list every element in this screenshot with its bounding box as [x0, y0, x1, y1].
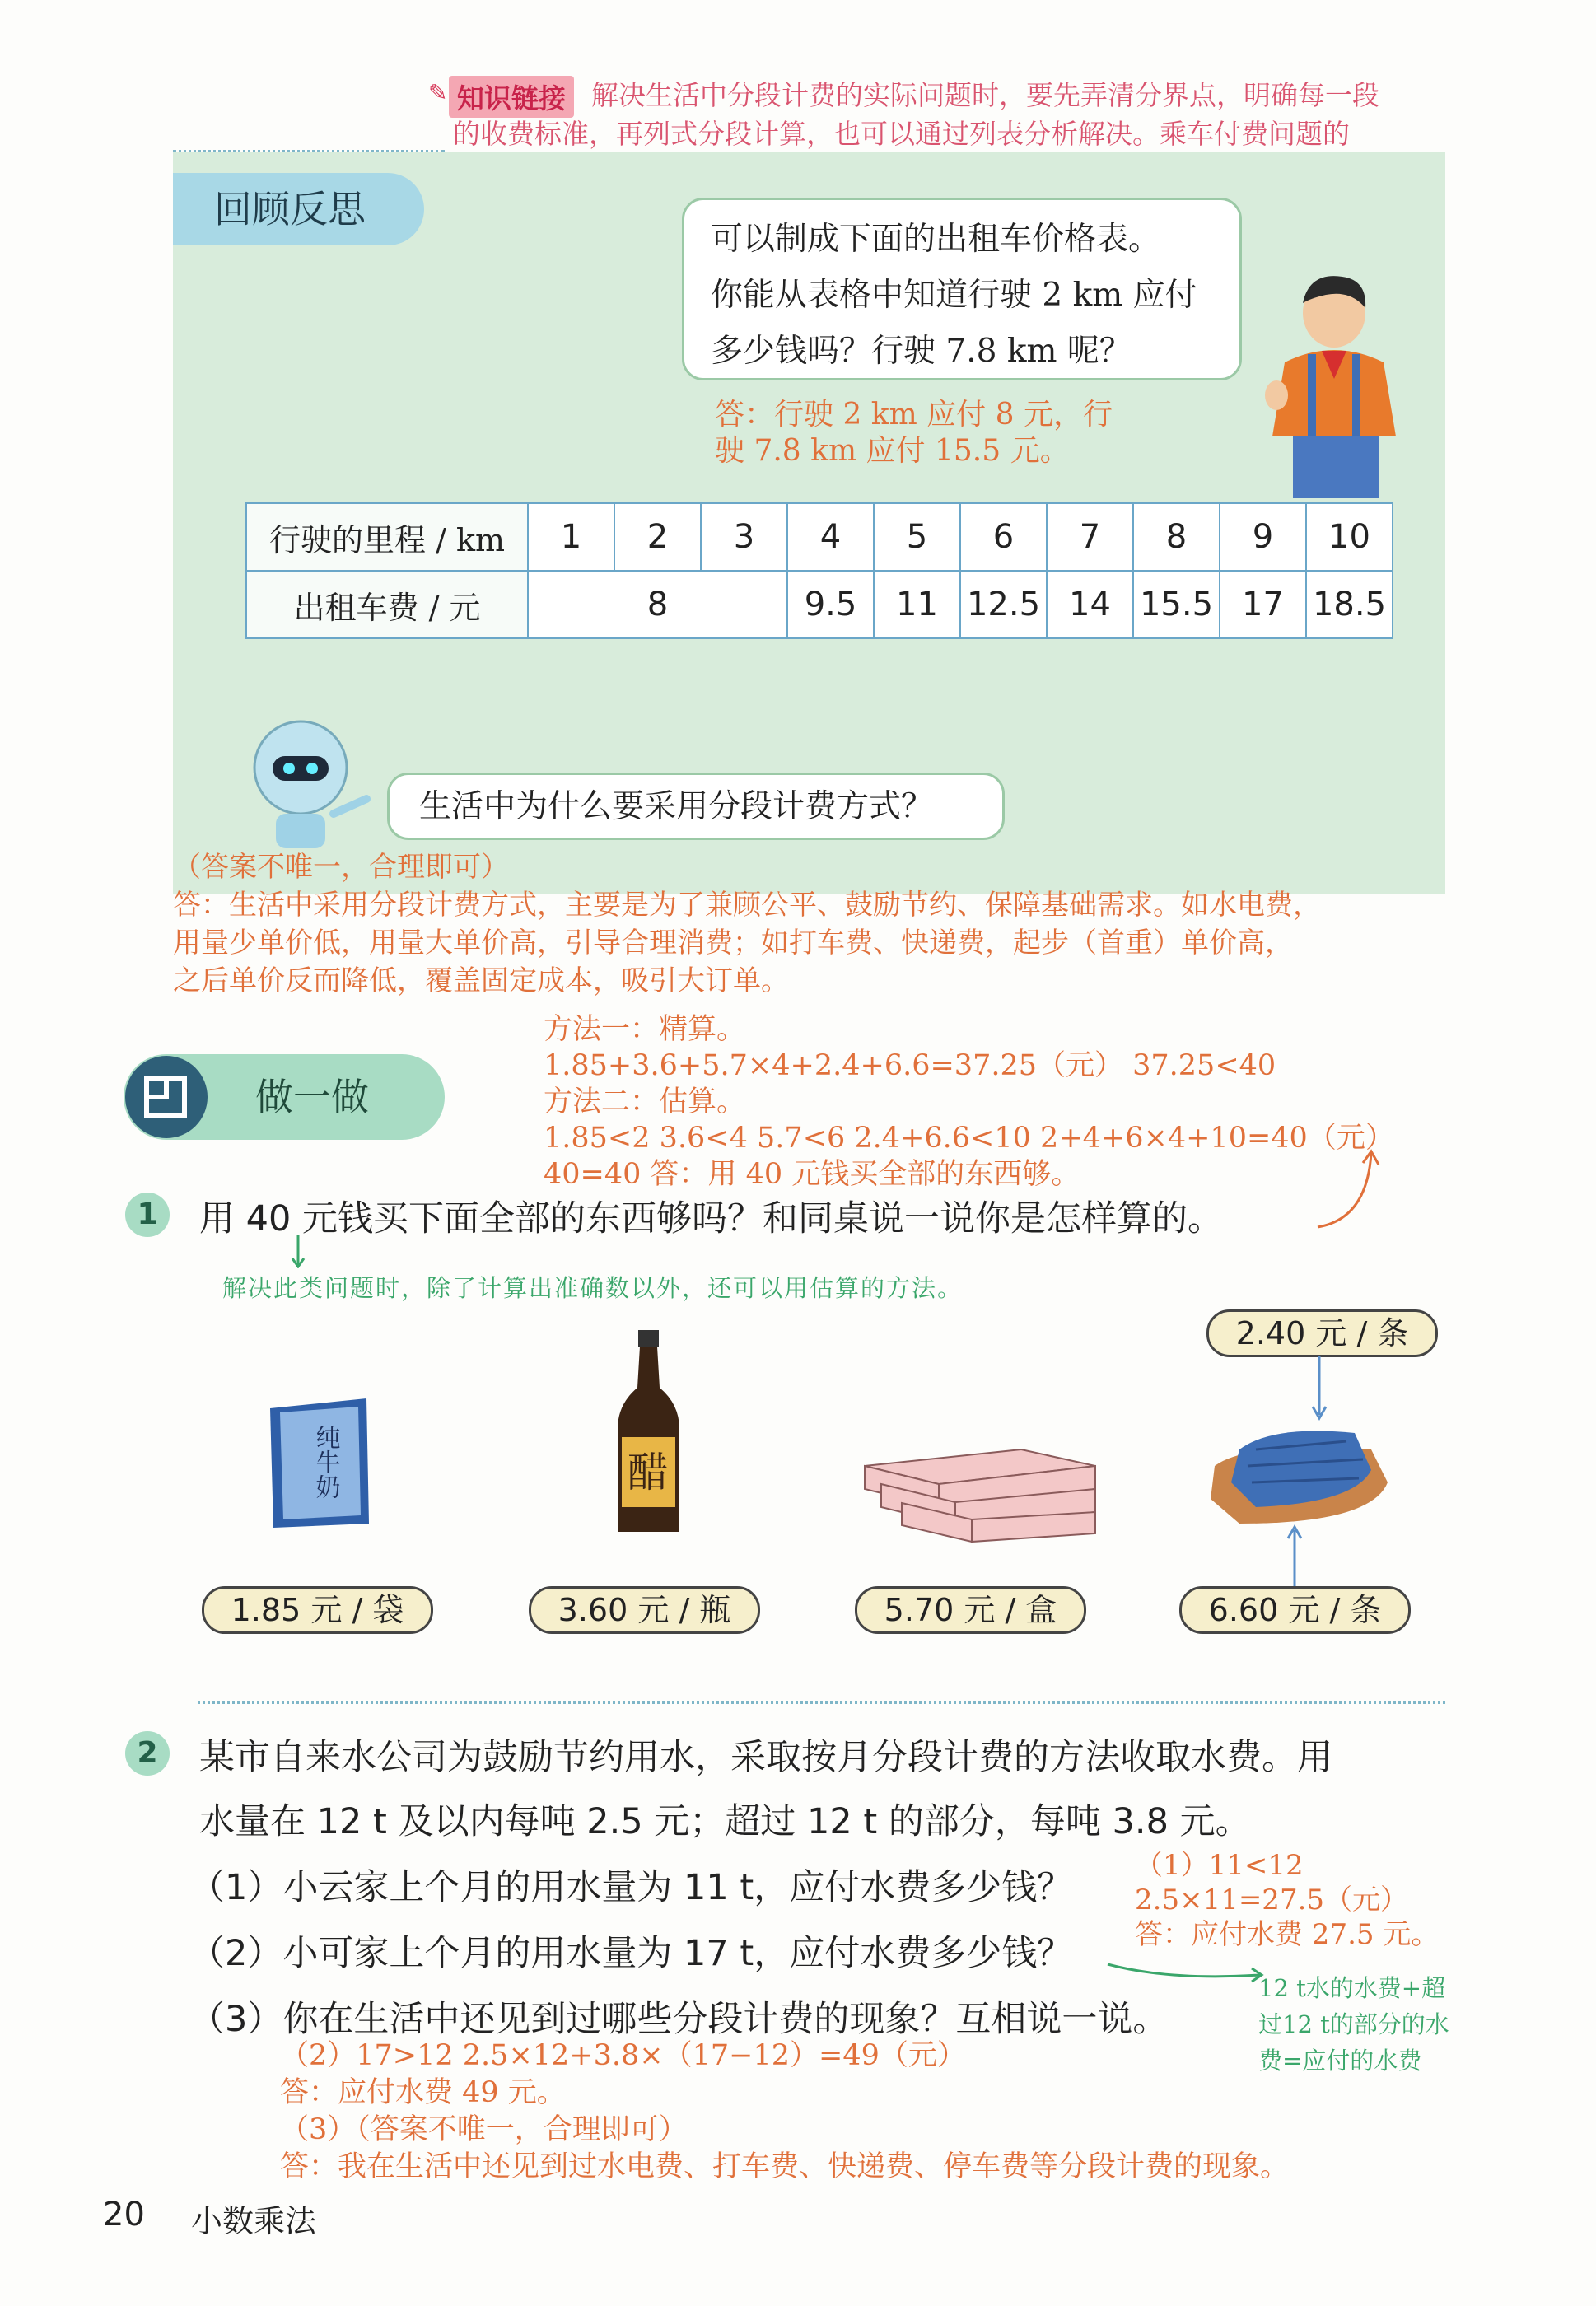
chapter-name: 小数乘法 [191, 2203, 317, 2239]
answer-line: （2）17>12 2.5×12+3.8×（17−12）=49（元） [280, 2039, 966, 2072]
answer-line: 答：我在生活中还见到过水电费、打车费、快递费、停车费等分段计费的现象。 [280, 2150, 1290, 2183]
answer-line: 答：生活中采用分段计费方式，主要是为了兼顾公平、鼓励节约、保障基础需求。如水电费， [173, 889, 1321, 922]
down-arrow-icon [290, 1235, 306, 1268]
arrow-icon [1309, 1356, 1329, 1421]
table-cell: 18.5 [1306, 571, 1393, 638]
milk-bag-icon [264, 1392, 375, 1532]
price-tag-vinegar: 3.60 元 / 瓶 [529, 1586, 760, 1634]
note-line: 过12 t的部分的水 [1258, 2010, 1449, 2038]
question-number: 2 [125, 1731, 170, 1776]
divider [198, 1701, 1445, 1704]
row-label-distance: 行驶的里程 / km [246, 503, 528, 571]
method-line: 方法二：估算。 [544, 1085, 746, 1118]
row-label-fare: 出租车费 / 元 [246, 571, 528, 638]
bubble-line: 你能从表格中知道行驶 2 km 应付 [711, 277, 1197, 314]
price-tag-milk: 1.85 元 / 袋 [202, 1586, 433, 1634]
table-cell: 12.5 [960, 571, 1047, 638]
table-cell: 1 [528, 503, 614, 571]
table-cell: 15.5 [1133, 571, 1220, 638]
speech-bubble [682, 198, 1242, 380]
answer-line: 2.5×11=27.5（元） [1135, 1884, 1409, 1916]
table-cell: 14 [1047, 571, 1133, 638]
method-line: 1.85<2 3.6<4 5.7<6 2.4+6.6<10 2+4+6×4+10=40（元） [544, 1122, 1394, 1155]
answer-line: （1）11<12 [1135, 1849, 1304, 1882]
table-row [246, 503, 1393, 571]
answer-line: （3）（答案不唯一，合理即可） [280, 2113, 688, 2146]
bubble-line: 多少钱吗？行驶 7.8 km 呢？ [711, 333, 1132, 370]
boxes-icon [856, 1433, 1104, 1548]
subquestion-3: （3）你在生活中还见到过哪些分段计费的现象？互相说一说。 [189, 1999, 1169, 2040]
answer-1 [1135, 1848, 1439, 1952]
table-cell: 7 [1047, 503, 1133, 571]
knowledge-tag: 知识链接 [449, 76, 574, 118]
doit-icon [124, 1054, 214, 1140]
price-tag-towel-top: 2.40 元 / 条 [1206, 1309, 1438, 1357]
review-title: 回顾反思 [173, 173, 424, 245]
arrow-icon [1104, 1960, 1268, 1985]
answer-bottom [280, 2038, 1289, 2186]
arrow-icon [1309, 1145, 1392, 1235]
q1-note: 解决此类问题时，除了计算出准确数以外，还可以用估算的方法。 [222, 1274, 964, 1302]
table-cell: 2 [614, 503, 701, 571]
milk-label: 纯牛奶 [310, 1425, 340, 1499]
price-tag-towel: 6.60 元 / 条 [1179, 1586, 1411, 1634]
table-cell: 8 [1133, 503, 1220, 571]
review-answer [715, 397, 1113, 469]
arrow-icon [1285, 1524, 1304, 1589]
vinegar-bottle-icon [614, 1330, 684, 1536]
answer-line: 答：应付水费 49 元。 [280, 2076, 566, 2109]
answer-line: （答案不唯一，合理即可） [173, 851, 509, 884]
towel-icon [1206, 1417, 1396, 1532]
robot-answer [173, 848, 1321, 1000]
knowledge-line: 解决生活中分段计费的实际问题时，要先弄清分界点，明确每一段 [591, 79, 1379, 111]
table-cell: 11 [874, 571, 960, 638]
answer-line: 驶 7.8 km 应付 15.5 元。 [715, 434, 1070, 468]
table-cell: 5 [874, 503, 960, 571]
bubble-line: 可以制成下面的出租车价格表。 [711, 221, 1161, 258]
method-line: 1.85+3.6+5.7×4+2.4+6.6=37.25（元） 37.25<40 [544, 1049, 1276, 1082]
note-line: 费=应付的水费 [1258, 2047, 1422, 2075]
subquestion-1: （1）小云家上个月的用水量为 11 t，应付水费多少钱？ [189, 1867, 1073, 1908]
table-cell: 17 [1220, 571, 1306, 638]
table-cell: 10 [1306, 503, 1393, 571]
method-line: 40=40 答：用 40 元钱买全部的东西够。 [544, 1158, 1080, 1191]
answer-line: 答：行驶 2 km 应付 8 元，行 [715, 398, 1113, 432]
question-text: 某市自来水公司为鼓励节约用水，采取按月分段计费的方法收取水费。用 [199, 1737, 1332, 1778]
price-tag-boxes: 5.70 元 / 盒 [855, 1586, 1086, 1634]
answer-line: 之后单价反而降低，覆盖固定成本，吸引大订单。 [173, 964, 789, 997]
table-cell-merged: 8 [528, 571, 787, 638]
doit-title: 做一做 [124, 1054, 445, 1140]
question-text: 用 40 元钱买下面全部的东西够吗？和同桌说一说你是怎样算的。 [199, 1198, 1224, 1239]
question-number: 1 [125, 1193, 170, 1237]
note-line: 12 t水的水费+超 [1258, 1974, 1446, 2002]
table-cell: 6 [960, 503, 1047, 571]
table-cell: 9.5 [787, 571, 874, 638]
boy-illustration [1252, 272, 1416, 498]
knowledge-line: 的收费标准，再列式分段计算，也可以通过列表分析解决。乘车付费问题的 [453, 118, 1350, 150]
method-line: 方法一：精算。 [544, 1013, 746, 1046]
robot-icon [243, 717, 383, 848]
robot-bubble: 生活中为什么要采用分段计费方式？ [387, 773, 1005, 840]
vinegar-label: 醋 [628, 1449, 669, 1496]
fare-table [245, 502, 1393, 639]
table-row [246, 571, 1393, 638]
answer-line: 用量少单价低，用量大单价高，引导合理消费；如打车费、快递费，起步（首重）单价高， [173, 927, 1293, 959]
doit-methods [544, 1011, 1394, 1193]
table-cell: 3 [701, 503, 787, 571]
table-cell: 4 [787, 503, 874, 571]
answer-line: 答：应付水费 27.5 元。 [1135, 1918, 1440, 1951]
pin-icon: ✎ [428, 79, 448, 106]
table-cell: 9 [1220, 503, 1306, 571]
subquestion-2: （2）小可家上个月的用水量为 17 t，应付水费多少钱？ [189, 1933, 1073, 1974]
question-text: 水量在 12 t 及以内每吨 2.5 元；超过 12 t 的部分，每吨 3.8 元。 [199, 1801, 1251, 1842]
page-number: 20 [103, 2196, 145, 2234]
